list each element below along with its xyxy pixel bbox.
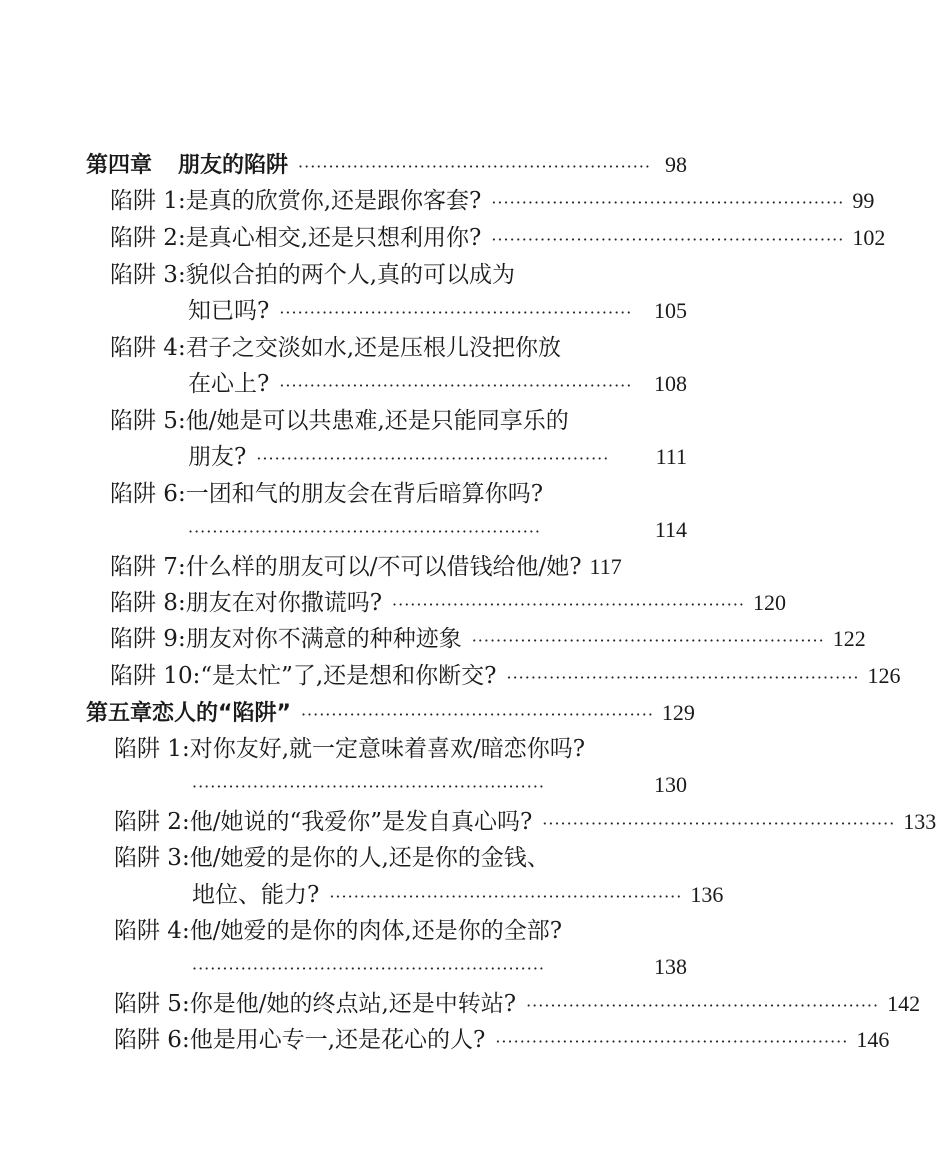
toc-entry — [114, 805, 936, 839]
toc-entry — [110, 477, 687, 511]
entry-title: 陷阱 9:朋友对你不满意的种种迹象 — [110, 626, 462, 652]
toc-entry-continuation — [192, 878, 724, 912]
toc-entry-continuation — [188, 513, 687, 547]
dot-leader: ·························································· — [495, 1032, 849, 1051]
chapter-heading — [86, 148, 687, 182]
toc-entry — [114, 1023, 890, 1057]
dot-leader: ·························································· — [279, 303, 633, 322]
page-number: 122 — [832, 626, 866, 651]
page-number: 142 — [887, 991, 921, 1016]
dot-leader: ·························································· — [392, 595, 746, 614]
entry-title: 陷阱 1:对你友好,就一定意味着喜欢/暗恋你吗? — [114, 736, 586, 762]
dot-leader: ·························································· — [471, 631, 825, 650]
dot-leader: ·························································· — [300, 705, 654, 724]
entry-title-cont: 朋友? — [188, 444, 247, 470]
dot-leader: ·························································· — [506, 668, 860, 687]
entry-title: 陷阱 4:他/她爱的是你的肉体,还是你的全部? — [114, 918, 563, 944]
chapter-title: 朋友的陷阱 — [178, 153, 289, 178]
toc-entry — [110, 331, 687, 365]
dot-leader: ·························································· — [256, 449, 610, 468]
toc-entry — [114, 914, 687, 948]
toc-entry — [110, 258, 687, 292]
toc-entry — [114, 987, 921, 1021]
toc-entry-continuation — [188, 294, 687, 328]
toc-entry-continuation — [188, 367, 687, 401]
page-number: 105 — [654, 298, 687, 323]
chapter-number: 第四章 — [86, 153, 153, 178]
toc-entry — [110, 184, 875, 218]
dot-leader: ·························································· — [542, 814, 896, 833]
entry-title: 陷阱 2:他/她说的“我爱你”是发自真心吗? — [114, 809, 533, 835]
dot-leader: ·························································· — [526, 996, 880, 1015]
toc-entry — [110, 550, 687, 584]
page-number: 130 — [654, 772, 687, 797]
entry-title: 陷阱 5:你是他/她的终点站,还是中转站? — [114, 991, 517, 1017]
entry-title: 陷阱 1:是真的欣赏你,还是跟你客套? — [110, 188, 482, 214]
page-number: 111 — [655, 444, 687, 469]
entry-title: 陷阱 8:朋友在对你撒谎吗? — [110, 590, 383, 616]
page-number: 136 — [690, 882, 724, 907]
toc-entry-continuation — [192, 768, 687, 802]
page-number: 120 — [753, 590, 787, 615]
toc-entry — [114, 732, 687, 766]
toc-entry-continuation — [188, 440, 687, 474]
entry-title: 陷阱 5:他/她是可以共患难,还是只能同享乐的 — [110, 408, 569, 434]
entry-title: 陷阱 6:一团和气的朋友会在背后暗算你吗? — [110, 481, 544, 507]
toc-entry — [110, 221, 886, 255]
entry-title: 陷阱 6:他是用心专一,还是花心的人? — [114, 1027, 486, 1053]
chapter-number: 第五章 — [86, 701, 153, 726]
entry-title-cont: 知已吗? — [188, 298, 270, 324]
page-number: 99 — [852, 188, 875, 213]
dot-leader: ·························································· — [491, 230, 845, 249]
entry-title: 陷阱 3:他/她爱的是你的人,还是你的金钱、 — [114, 845, 550, 871]
toc-entry — [110, 586, 787, 620]
dot-leader: ·························································· — [329, 887, 683, 906]
entry-title: 陷阱 10:“是太忙”了,还是想和你断交? — [110, 663, 497, 689]
entry-title-cont: 在心上? — [188, 371, 270, 397]
chapter-title: 恋人的“陷阱” — [152, 701, 291, 726]
entry-title: 陷阱 4:君子之交淡如水,还是压根儿没把你放 — [110, 335, 562, 361]
page-number: 138 — [654, 954, 687, 979]
toc-entry — [110, 622, 866, 656]
page-number: 129 — [661, 700, 695, 725]
dot-leader: ·························································· — [279, 376, 633, 395]
page-number: 146 — [856, 1027, 890, 1052]
toc-entry — [110, 404, 687, 438]
entry-title-cont: 地位、能力? — [192, 882, 320, 908]
page-number: 102 — [852, 225, 886, 250]
page-number: 114 — [654, 517, 687, 542]
toc-entry — [114, 841, 687, 875]
entry-title: 陷阱 7:什么样的朋友可以/不可以借钱给他/她? — [110, 554, 582, 580]
entry-title: 陷阱 3:貌似合拍的两个人,真的可以成为 — [110, 262, 516, 288]
toc-entry — [110, 659, 901, 693]
dot-leader: ·························································· — [192, 959, 545, 978]
dot-leader: ·························································· — [188, 522, 541, 541]
page-number: 98 — [665, 152, 687, 177]
page-number: 117 — [589, 554, 622, 579]
page-number: 126 — [867, 663, 901, 688]
dot-leader: ·························································· — [192, 777, 545, 796]
page-number: 133 — [903, 809, 936, 834]
dot-leader: ·························································· — [298, 157, 652, 176]
chapter-heading — [86, 696, 695, 730]
entry-title: 陷阱 2:是真心相交,还是只想利用你? — [110, 225, 482, 251]
toc-entry-continuation — [192, 950, 687, 984]
page-number: 108 — [654, 371, 687, 396]
dot-leader: ·························································· — [491, 193, 845, 212]
